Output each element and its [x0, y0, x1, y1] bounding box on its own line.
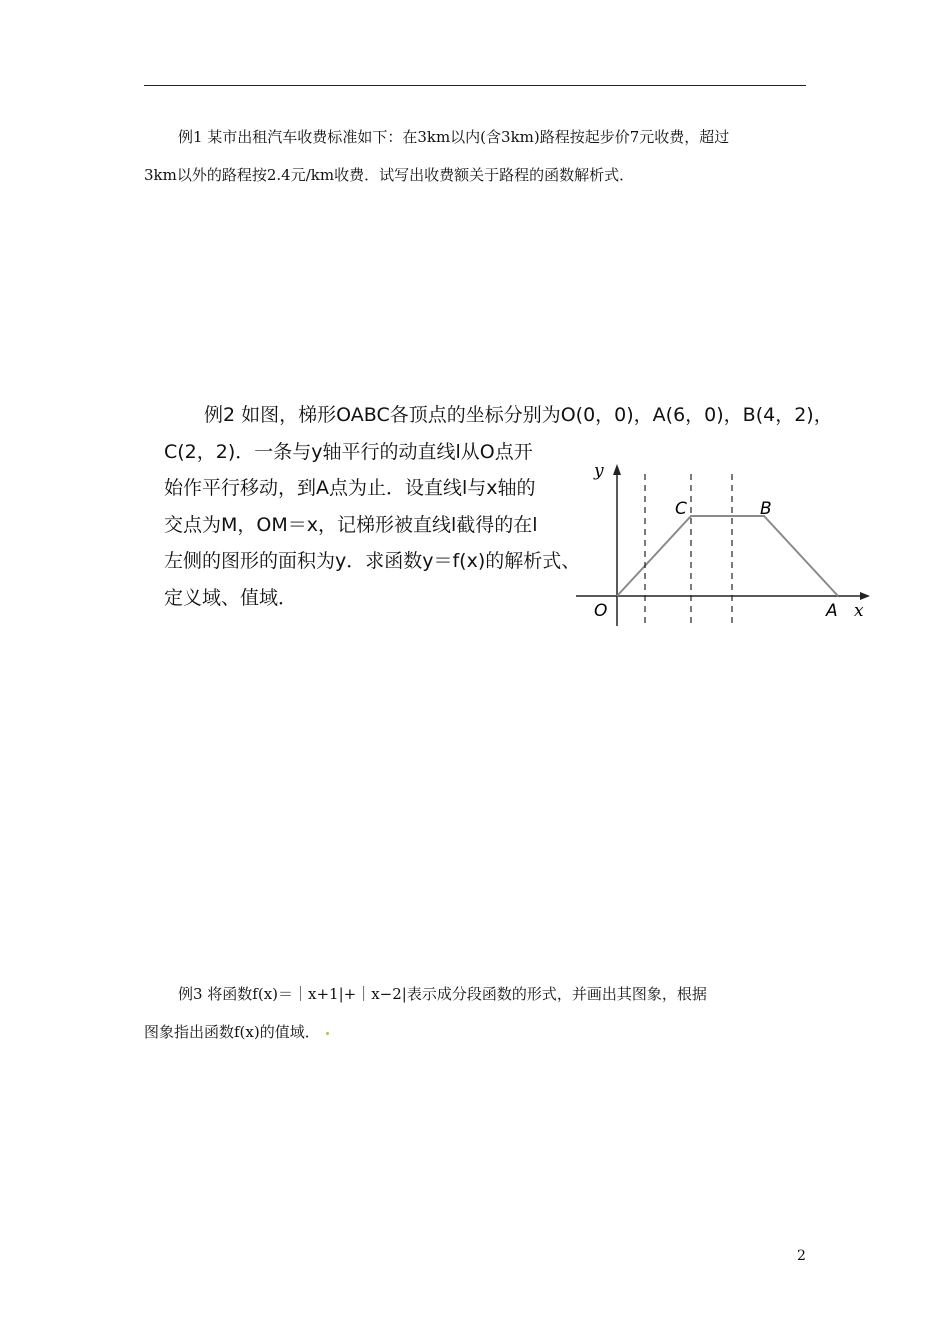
x-axis-arrow	[860, 592, 870, 600]
example-2-line-1: 例2 如图，梯形OABC各顶点的坐标分别为O(0，0)，A(6，0)，B(4，2)，	[204, 404, 833, 426]
example-1-line-2: 3km以外的路程按2.4元/km收费．试写出收费额关于路程的函数解析式．	[144, 166, 635, 184]
trapezoid-outline	[617, 516, 838, 596]
mark-dot	[326, 1032, 329, 1035]
example-2-line-5: 左侧的图形的面积为y．求函数y＝f(x)的解析式、	[164, 550, 581, 572]
label-a: A	[826, 601, 838, 621]
trapezoid-diagram	[574, 456, 874, 636]
example-2-line-6: 定义域、值域．	[164, 586, 298, 609]
trapezoid-figure	[574, 456, 874, 636]
example-3	[144, 975, 814, 1051]
label-c: C	[675, 499, 687, 519]
example-1-line-1: 例1 某市出租汽车收费标准如下：在3km以内(含3km)路程按起步价7元收费，超过	[178, 128, 730, 146]
example-2-line-4: 交点为M，OM＝x，记梯形被直线l截得的在l	[164, 513, 538, 536]
example-3-line-2	[144, 1013, 814, 1051]
example-2-line-2: C(2，2)．一条与y轴平行的动直线l从O点开	[164, 440, 533, 463]
y-axis-arrow	[613, 464, 621, 475]
label-y: y	[594, 461, 604, 481]
example-2-line-3: 始作平行移动，到A点为止．设直线l与x轴的	[164, 477, 536, 499]
label-b: B	[760, 499, 772, 519]
page-number: 2	[797, 1248, 806, 1264]
example-3-line-1: 例3 将函数f(x)＝｜x+1|+｜x−2|表示成分段函数的形式，并画出其图象，根据	[178, 985, 707, 1003]
label-o: O	[594, 601, 608, 621]
header-rule	[144, 85, 806, 86]
label-x: x	[854, 601, 864, 621]
example-3-line-2-text: 图象指出函数f(x)的值域．	[144, 1023, 320, 1041]
example-1	[144, 118, 814, 194]
